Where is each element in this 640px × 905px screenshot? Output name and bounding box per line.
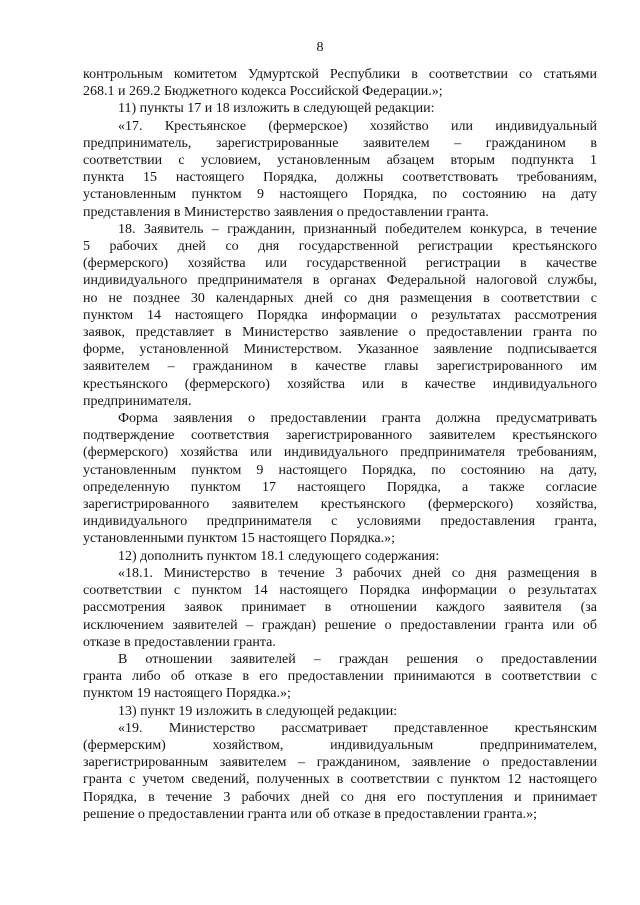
text-line: (фермерского) хозяйства или государственной регистрации в качестве <box>83 256 597 272</box>
text-line: зарегистрированного заявителем крестьянского (фермерского) хозяйства, <box>83 497 597 513</box>
text-line: индивидуального предпринимателя с условиями предоставления гранта, <box>83 514 597 530</box>
text-line: установленными пунктом 15 настоящего Порядка.»; <box>83 531 395 547</box>
text-line: подтверждение соответствия зарегистрированного заявителем крестьянского <box>83 428 597 444</box>
text-line: установленным пунктом 9 настоящего Порядка, по состоянию на дату <box>83 187 597 203</box>
text-line: Порядка, в течение 3 рабочих дней со дня его поступления и принимает <box>83 789 597 805</box>
paragraph <box>83 221 597 410</box>
text-line: крестьянского (фермерского) хозяйства или в качестве индивидуального <box>83 376 597 392</box>
text-line: предпринимателя. <box>83 393 192 409</box>
text-line: пунктом 14 настоящего Порядка информации о результатах рассмотрения <box>83 307 597 323</box>
text-line: гранта либо об отказе в его предоставлении принимаются в соответствии с <box>83 669 597 685</box>
text-line: «18.1. Министерство в течение 3 рабочих дней со дня размещения в <box>118 565 597 581</box>
text-line: Форма заявления о предоставлении гранта должна предусматривать <box>118 411 597 427</box>
text-line: 5 рабочих дней со дня государственной регистрации крестьянского <box>83 239 597 255</box>
text-line: установленным пунктом 9 настоящего Порядка, по состоянию на дату, <box>83 462 597 478</box>
text-line: зарегистрированным заявителем – гражданином, заявление о предоставлении <box>83 755 597 771</box>
text-line: индивидуального предпринимателя в органах Федеральной налоговой службы, <box>83 273 597 289</box>
paragraph <box>83 410 597 548</box>
text-line: но не позднее 30 календарных дней со дня размещения в соответствии с <box>83 290 597 306</box>
document-body <box>83 66 597 823</box>
paragraph <box>83 118 597 221</box>
text-line: предприниматель, зарегистрированные заявителем – гражданином в <box>83 135 597 151</box>
paragraph <box>83 100 597 117</box>
text-line: гранта с учетом сведений, полученных в соответствии с пунктом 12 настоящего <box>83 772 597 788</box>
text-line: 11) пункты 17 и 18 изложить в следующей редакции: <box>118 101 435 117</box>
text-line: «19. Министерство рассматривает представленное крестьянским <box>118 720 597 736</box>
text-line: соответствии с условием, установленным абзацем вторым подпункта 1 <box>83 153 597 169</box>
text-line: (фермерского) хозяйства или индивидуального предпринимателя требованиям, <box>83 445 597 461</box>
text-line: рассмотрения заявок принимает в отношении каждого заявителя (за <box>83 600 597 616</box>
text-line: (фермерским) хозяйством, индивидуальным предпринимателем, <box>83 737 597 753</box>
text-line: пунктом 19 настоящего Порядка.»; <box>83 686 291 702</box>
text-line: 268.1 и 269.2 Бюджетного кодекса Российской Федерации.»; <box>83 84 443 100</box>
paragraph <box>83 720 597 823</box>
page-number: 8 <box>316 40 324 55</box>
paragraph <box>83 703 597 720</box>
paragraph <box>83 548 597 565</box>
paragraph <box>83 565 597 651</box>
text-line: В отношении заявителей – граждан решения о предоставлении <box>118 651 597 667</box>
text-line: определенную пунктом 17 настоящего Порядка, а также согласие <box>83 479 597 495</box>
text-line: «17. Крестьянское (фермерское) хозяйство или индивидуальный <box>118 118 597 134</box>
text-line: форме, установленной Министерством. Указанное заявление подписывается <box>83 342 597 358</box>
text-line: 18. Заявитель – гражданин, признанный победителем конкурса, в течение <box>118 221 597 237</box>
text-line: 13) пункт 19 изложить в следующей редакции: <box>118 703 398 719</box>
text-line: контрольным комитетом Удмуртской Республики в соответствии со статьями <box>83 67 597 82</box>
paragraph <box>83 66 597 100</box>
text-line: отказе в предоставлении гранта. <box>83 634 276 650</box>
paragraph <box>83 651 597 703</box>
text-line: решение о предоставлении гранта или об отказе в предоставлении гранта.»; <box>83 806 538 822</box>
text-line: заявителем – гражданином в качестве главы зарегистрированного им <box>83 359 597 375</box>
text-line: 12) дополнить пунктом 18.1 следующего содержания: <box>118 548 440 564</box>
text-line: пункта 15 настоящего Порядка, должны соответствовать требованиям, <box>83 170 597 186</box>
text-line: соответствии с пунктом 14 настоящего Порядка информации о результатах <box>83 583 597 599</box>
text-line: представления в Министерство заявления о предоставлении гранта. <box>83 204 489 220</box>
text-line: заявок, представляет в Министерство заявление о предоставлении гранта по <box>83 325 597 341</box>
text-line: исключением заявителей – граждан) решение о предоставлении гранта или об <box>83 617 597 633</box>
